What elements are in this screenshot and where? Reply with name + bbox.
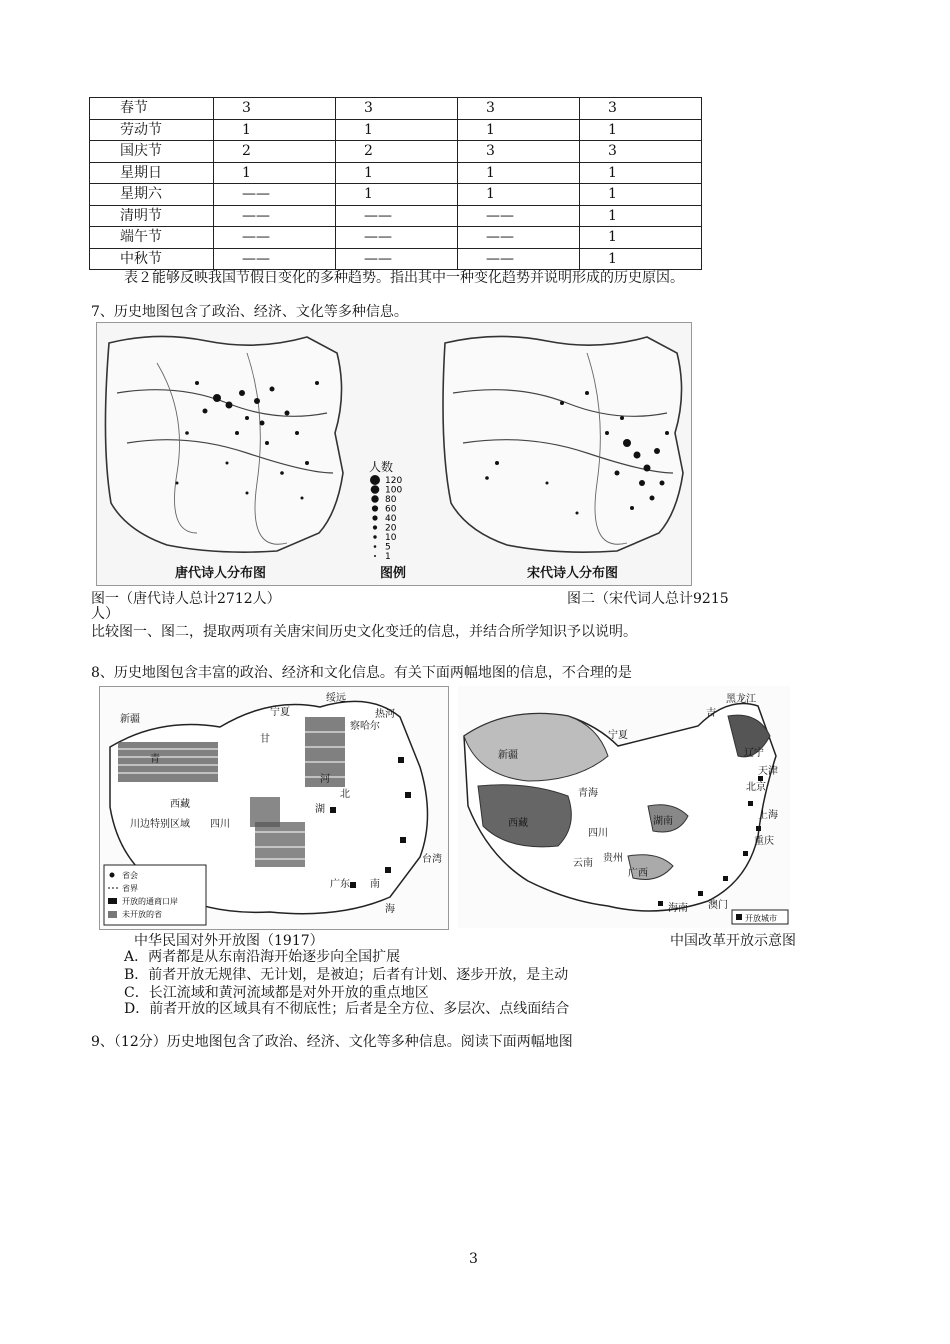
map-label: 甘 — [260, 734, 270, 745]
legend-dot — [370, 475, 380, 485]
legend-dot — [372, 515, 377, 520]
q7-caption-right: 图二（宋代词人总计9215 — [567, 591, 729, 607]
legend-dot — [373, 525, 377, 529]
roc-map — [99, 686, 449, 930]
reform-map-caption: 中国改革开放示意图 — [670, 933, 796, 949]
song-map-title: 宋代诗人分布图 — [527, 566, 619, 581]
map-label: 湖 — [315, 804, 325, 815]
map-label: 澳门 — [708, 900, 728, 911]
table-row — [90, 162, 702, 184]
q8-option-d[interactable]: D．前者开放的区域具有不彻底性；后者是全方位、多层次、点线面结合 — [124, 1001, 570, 1017]
legend-dot — [373, 535, 376, 538]
map-label: 四川 — [210, 819, 230, 830]
holiday-table — [89, 97, 702, 270]
map-label: 新疆 — [120, 714, 140, 725]
roc-legend-item: 未开放的省 — [122, 910, 162, 919]
holiday-name-cell: 端午节 — [90, 227, 214, 249]
holiday-value-cell: —— — [214, 184, 336, 206]
legend-value: 60 — [385, 504, 397, 515]
map-label: 辽宁 — [744, 748, 764, 759]
q8-stem: 8、历史地图包含丰富的政治、经济和文化信息。有关下面两幅地图的信息，不合理的是 — [91, 665, 632, 681]
map-label: 西藏 — [170, 799, 190, 810]
holiday-value-cell: 1 — [580, 119, 702, 141]
tang-map-title: 唐代诗人分布图 — [175, 566, 267, 581]
table-row — [90, 119, 702, 141]
map-label: 黑龙江 — [726, 694, 756, 705]
holiday-name-cell: 清明节 — [90, 205, 214, 227]
map-label: 云南 — [573, 858, 593, 869]
q7-question: 比较图一、图二，提取两项有关唐宋间历史文化变迁的信息，并结合所学知识予以说明。 — [91, 624, 637, 640]
legend-value: 1 — [385, 552, 391, 562]
holiday-name-cell: 春节 — [90, 98, 214, 120]
q7-stem: 7、历史地图包含了政治、经济、文化等多种信息。 — [91, 304, 408, 320]
legend-value: 10 — [385, 533, 397, 543]
holiday-name-cell: 中秋节 — [90, 248, 214, 270]
map-label: 青海 — [578, 788, 598, 799]
legend-value: 80 — [385, 495, 397, 505]
map-label: 湖南 — [653, 816, 673, 827]
holiday-value-cell: —— — [458, 205, 580, 227]
holiday-value-cell: 1 — [580, 184, 702, 206]
q8-option-a[interactable]: A．两者都是从东南沿海开始逐步向全国扩展 — [124, 949, 401, 965]
map-label: 宁夏 — [270, 707, 290, 718]
map-label: 青 — [150, 754, 160, 765]
legend-dot — [372, 505, 378, 511]
holiday-name-cell: 劳动节 — [90, 119, 214, 141]
page-number: 3 — [469, 1251, 478, 1267]
q7-figure — [96, 322, 692, 586]
legend-dot — [371, 495, 378, 502]
holiday-name-cell: 国庆节 — [90, 141, 214, 163]
holiday-value-cell: 1 — [580, 248, 702, 270]
holiday-value-cell: 3 — [580, 98, 702, 120]
holiday-value-cell: 3 — [580, 141, 702, 163]
holiday-value-cell: 1 — [458, 184, 580, 206]
legend-dot — [371, 485, 380, 494]
q8-option-c[interactable]: C．长江流域和黄河流域都是对外开放的重点地区 — [124, 985, 429, 1001]
map-label: 广西 — [628, 868, 648, 879]
map-label: 新疆 — [498, 750, 518, 761]
holiday-value-cell: 1 — [214, 119, 336, 141]
map-label: 川边特别区域 — [130, 819, 190, 830]
holiday-value-cell: 1 — [580, 162, 702, 184]
legend-value: 5 — [385, 542, 391, 553]
legend-value: 40 — [385, 514, 397, 524]
map-label: 南 — [370, 879, 380, 890]
q8-option-b[interactable]: B．前者开放无规律、无计划，是被迫；后者有计划、逐步开放，是主动 — [124, 967, 569, 983]
holiday-value-cell: 2 — [336, 141, 458, 163]
tang-map — [105, 336, 343, 552]
table-row — [90, 227, 702, 249]
map-label: 宁夏 — [608, 730, 628, 741]
holiday-value-cell: 3 — [214, 98, 336, 120]
holiday-name-cell: 星期六 — [90, 184, 214, 206]
holiday-value-cell: —— — [336, 205, 458, 227]
table-row — [90, 184, 702, 206]
legend-dot — [374, 545, 377, 548]
reform-map-svg — [458, 686, 790, 928]
legend-value: 100 — [385, 485, 403, 496]
roc-legend — [104, 865, 206, 925]
table-row — [90, 205, 702, 227]
map-label: 海 — [385, 904, 395, 915]
roc-legend-item: 省会 — [122, 871, 138, 880]
roc-legend-item: 开放的通商口岸 — [122, 897, 178, 906]
holiday-value-cell: —— — [336, 227, 458, 249]
legend-dot — [374, 555, 376, 557]
holiday-value-cell: —— — [336, 248, 458, 270]
q7-caption-left: 图一（唐代诗人总计2712人） — [91, 591, 281, 607]
holiday-value-cell: —— — [458, 248, 580, 270]
holiday-value-cell: 1 — [580, 205, 702, 227]
map-label: 天津 — [758, 766, 778, 777]
holiday-value-cell: 3 — [458, 141, 580, 163]
map-label: 北 — [340, 789, 350, 800]
legend-label: 图例 — [380, 566, 407, 581]
holiday-value-cell: 1 — [580, 227, 702, 249]
map-label: 海南 — [668, 903, 688, 914]
q7-legend — [369, 459, 402, 562]
reform-map — [458, 686, 790, 928]
roc-map-svg — [100, 687, 448, 929]
holiday-value-cell: 3 — [336, 98, 458, 120]
holiday-value-cell: 3 — [458, 98, 580, 120]
q7-caption-wrap: 人） — [91, 606, 119, 622]
map-label: 绥远 — [326, 693, 346, 704]
map-label: 北京 — [746, 782, 766, 793]
q7-maps-svg — [97, 323, 691, 585]
holiday-value-cell: 1 — [214, 162, 336, 184]
reform-legend: 开放城市 — [745, 914, 777, 923]
holiday-value-cell: —— — [458, 227, 580, 249]
q9-stem: 9、（12分）历史地图包含了政治、经济、文化等多种信息。阅读下面两幅地图 — [91, 1034, 573, 1050]
table-row — [90, 248, 702, 270]
map-label: 贵州 — [603, 853, 623, 864]
map-label: 西藏 — [508, 818, 528, 829]
legend-value: 20 — [385, 523, 397, 534]
map-label: 重庆 — [754, 836, 774, 847]
song-map — [443, 336, 683, 552]
legend-title: 人数 — [369, 460, 394, 474]
holiday-value-cell: 1 — [458, 162, 580, 184]
holiday-value-cell: 1 — [336, 184, 458, 206]
roc-legend-item: 省界 — [122, 884, 138, 893]
holiday-value-cell: —— — [214, 227, 336, 249]
holiday-name-cell: 星期日 — [90, 162, 214, 184]
holiday-value-cell: 1 — [458, 119, 580, 141]
map-label: 吉 — [706, 708, 716, 719]
holiday-value-cell: 1 — [336, 162, 458, 184]
map-label: 察哈尔 — [350, 721, 380, 732]
map-label: 台湾 — [422, 854, 442, 865]
roc-map-caption: 中华民国对外开放图（1917） — [134, 933, 324, 949]
map-label: 四川 — [588, 828, 608, 839]
q6-prompt: 表２能够反映我国节假日变化的多种趋势。指出其中一种变化趋势并说明形成的历史原因。 — [124, 270, 684, 286]
holiday-value-cell: 1 — [336, 119, 458, 141]
map-label: 广东 — [330, 879, 350, 890]
legend-value: 120 — [385, 476, 403, 486]
map-label: 河 — [320, 774, 330, 785]
holiday-value-cell: —— — [214, 205, 336, 227]
map-label: 上海 — [758, 810, 778, 821]
map-label: 热河 — [375, 709, 395, 720]
holiday-value-cell: 2 — [214, 141, 336, 163]
table-row — [90, 141, 702, 163]
table-row — [90, 98, 702, 120]
holiday-value-cell: —— — [214, 248, 336, 270]
